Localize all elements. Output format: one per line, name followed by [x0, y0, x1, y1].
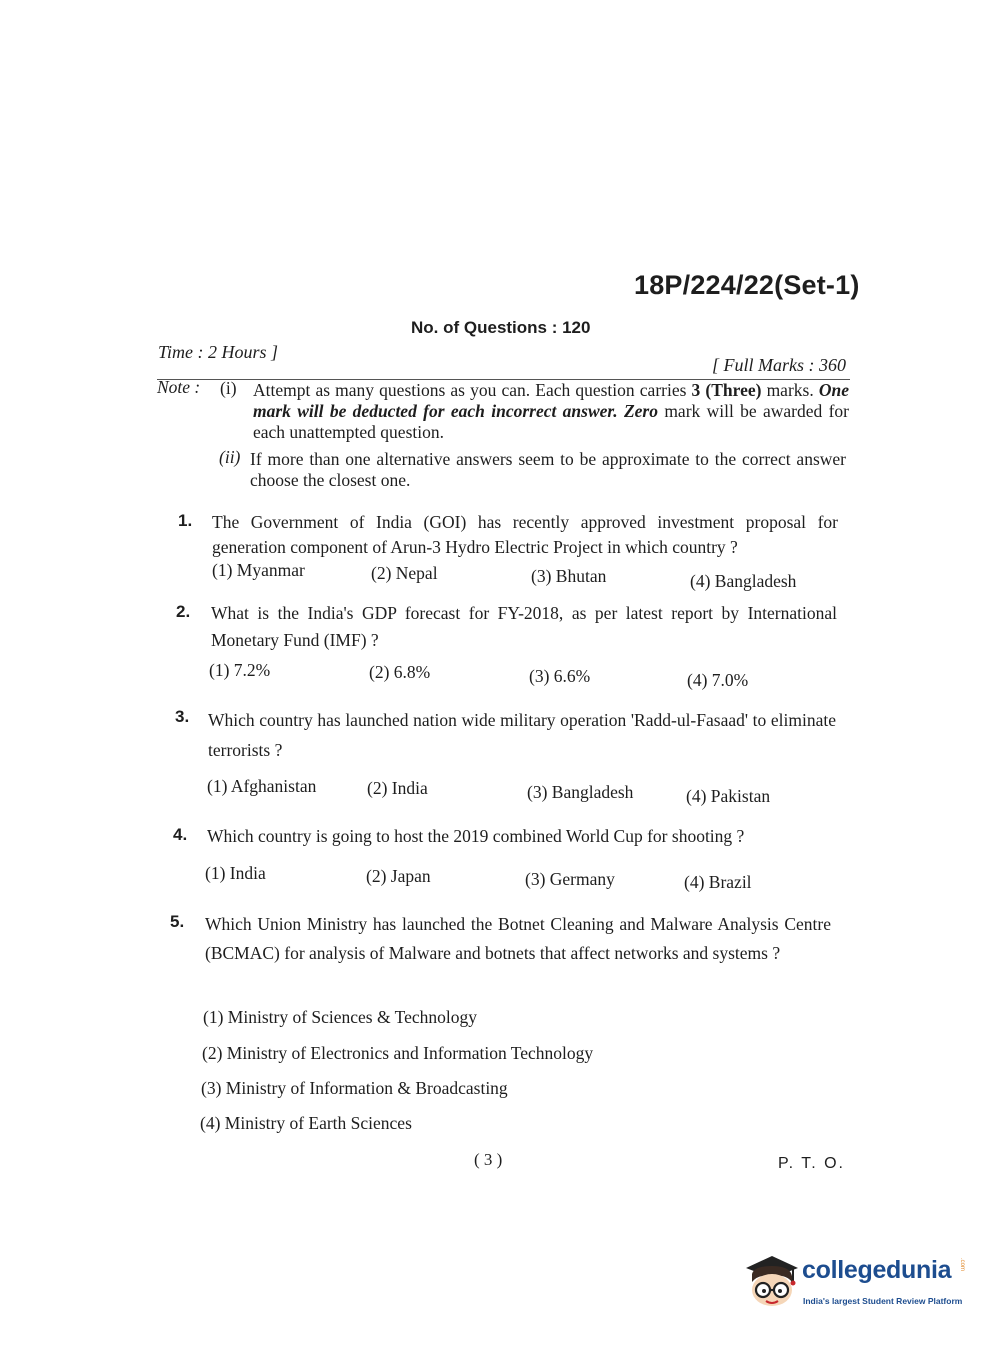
- note-item-2-number: (ii): [219, 447, 241, 467]
- number-of-questions: No. of Questions : 120: [411, 318, 591, 337]
- full-marks: [ Full Marks : 360: [712, 355, 846, 375]
- question-1-text: The Government of India (GOI) has recently approved investment proposal for generation component of Arun-3 Hydro Electric Project in which country ?: [212, 512, 838, 557]
- logo-wordmark: collegedunia: [802, 1256, 952, 1284]
- question-2-option-1: (1) 7.2%: [209, 660, 271, 680]
- question-5-option-2: (2) Ministry of Electronics and Information Technology: [202, 1043, 594, 1063]
- question-5-text: Which Union Ministry has launched the Botnet Cleaning and Malware Analysis Centre (BCMAC) for analysis of Malware and botnets that affect networks and systems ?: [205, 914, 831, 963]
- logo-domain: .com: [959, 1258, 965, 1272]
- question-2-text: What is the India's GDP forecast for FY-2018, as per latest report by International Monetary Fund (IMF) ?: [211, 603, 837, 650]
- mascot-icon: [742, 1250, 802, 1312]
- question-5-option-4: (4) Ministry of Earth Sciences: [200, 1113, 412, 1133]
- question-3-option-3: (3) Bangladesh: [527, 782, 634, 802]
- logo-tagline: India's largest Student Review Platform: [803, 1296, 963, 1306]
- question-4-number: 4.: [173, 825, 188, 844]
- question-3-text: Which country has launched nation wide military operation 'Radd-ul-Fasaad' to eliminate terrorists ?: [208, 710, 836, 760]
- question-3-option-4: (4) Pakistan: [686, 786, 771, 806]
- question-1-option-1: (1) Myanmar: [212, 560, 305, 580]
- question-2-option-2: (2) 6.8%: [369, 662, 431, 682]
- question-1-option-4: (4) Bangladesh: [690, 571, 797, 591]
- question-5-option-1: (1) Ministry of Sciences & Technology: [203, 1007, 478, 1027]
- question-3-number: 3.: [175, 707, 190, 726]
- question-3-option-1: (1) Afghanistan: [207, 776, 317, 796]
- question-5-number: 5.: [170, 912, 185, 931]
- question-1-option-3: (3) Bhutan: [531, 566, 607, 586]
- question-1-option-2: (2) Nepal: [371, 563, 438, 583]
- question-2-option-3: (3) 6.6%: [529, 666, 591, 686]
- page-number: ( 3 ): [474, 1150, 503, 1169]
- paper-code: 18P/224/22(Set-1): [634, 270, 860, 300]
- question-4-option-3: (3) Germany: [525, 869, 615, 889]
- time-allowed: Time : 2 Hours ]: [158, 342, 279, 362]
- question-4-option-2: (2) Japan: [366, 866, 431, 886]
- question-2-option-4: (4) 7.0%: [687, 670, 749, 690]
- question-5-option-3: (3) Ministry of Information & Broadcasting: [201, 1078, 508, 1098]
- question-4-option-1: (1) India: [205, 863, 266, 883]
- note-label: Note :: [157, 377, 201, 397]
- note-item-1-number: (i): [220, 378, 237, 398]
- question-4-option-4: (4) Brazil: [684, 872, 752, 892]
- note-item-2-text: If more than one alternative answers seem to be approximate to the correct answer choose the closest one.: [250, 449, 846, 490]
- question-3-option-2: (2) India: [367, 778, 428, 798]
- collegedunia-logo: [742, 1250, 972, 1312]
- question-4-text: Which country is going to host the 2019 combined World Cup for shooting ?: [207, 826, 745, 846]
- question-1-number: 1.: [178, 511, 193, 530]
- please-turn-over: P. T. O.: [778, 1155, 845, 1172]
- note-item-1-text: Attempt as many questions as you can. Each question carries 3 (Three) marks. One mark will be deducted for each incorrect answer. Zero mark will be awarded for each unattempted question.: [253, 380, 849, 442]
- question-2-number: 2.: [176, 602, 191, 621]
